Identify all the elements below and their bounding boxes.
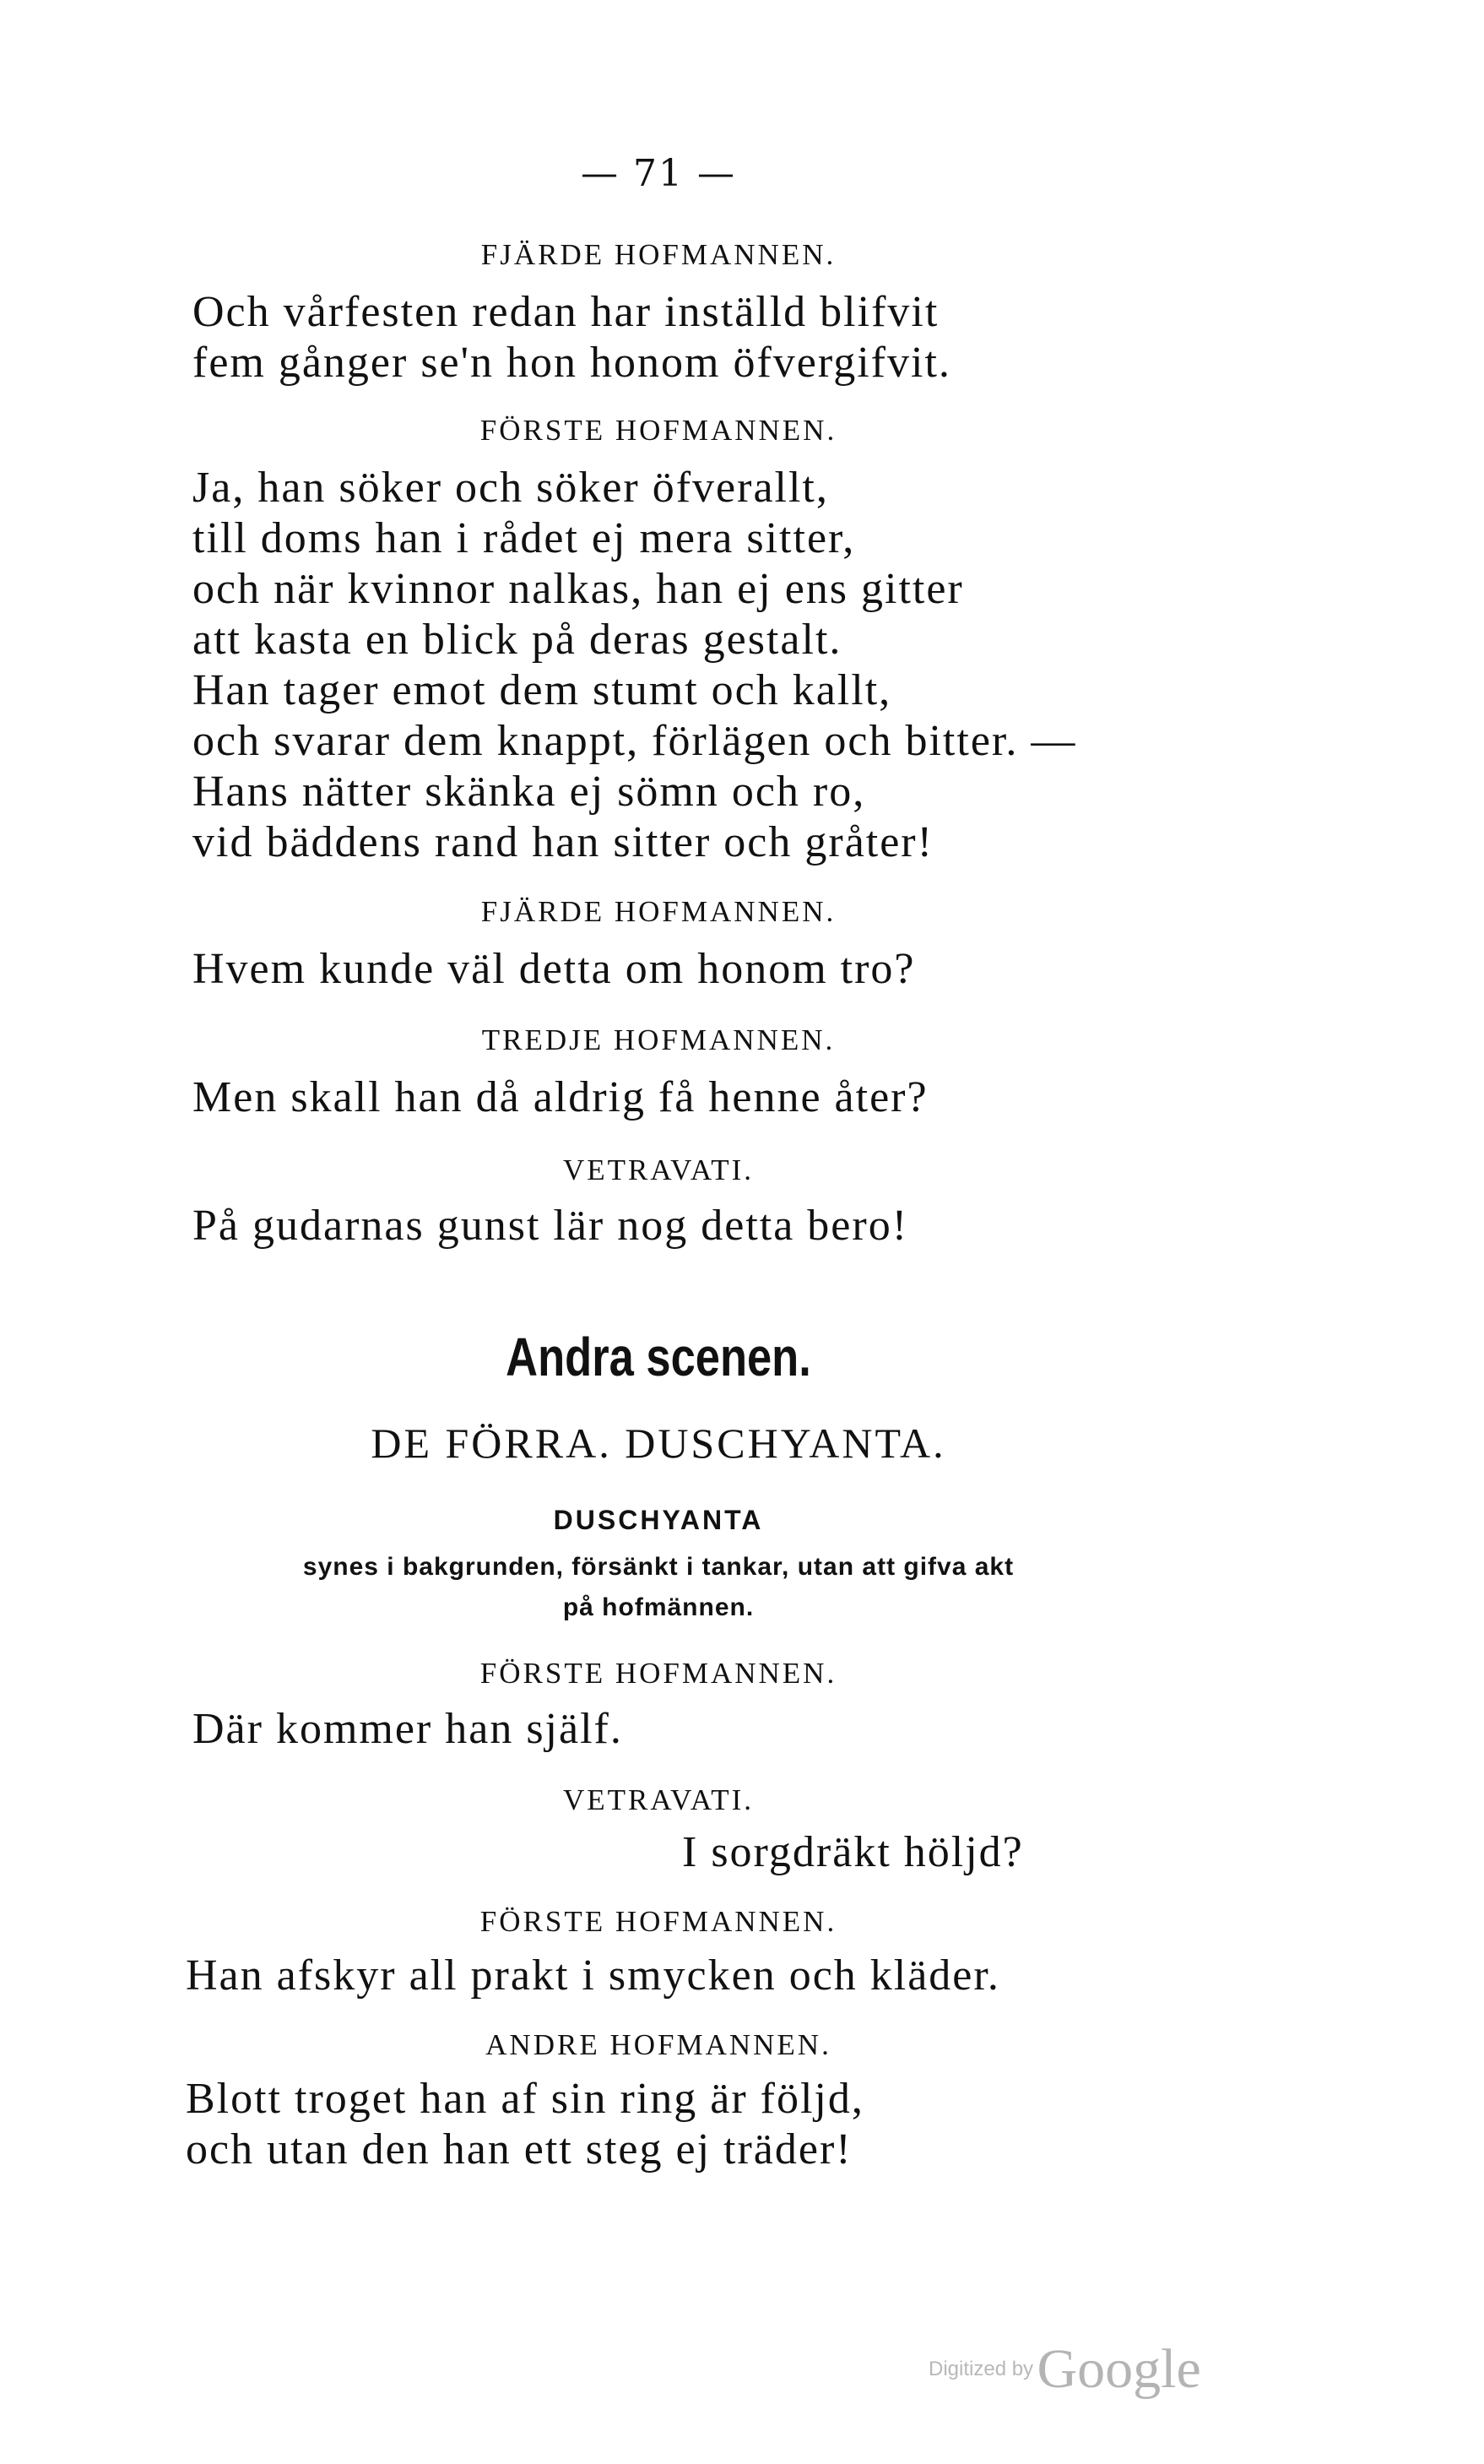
verse-line: Han afskyr all prakt i smycken och kläder. (186, 1951, 1000, 2000)
verse-line: till doms han i rådet ej mera sitter, (192, 514, 856, 562)
verse-line: På gudarnas gunst lär nog detta bero! (192, 1202, 909, 1250)
stage-direction: på hofmännen. (562, 1593, 755, 1621)
verse-line: vid bäddens rand han sitter och gråter! (192, 818, 934, 866)
verse-line: Blott troget han af sin ring är följd, (186, 2075, 864, 2123)
verse-line: Och vårfesten redan har inställd blifvit (192, 288, 940, 336)
scene-title: Andra scenen. (506, 1327, 811, 1387)
verse-line: Ja, han söker och söker öfverallt, (192, 464, 829, 512)
speaker-label: TREDJE HOFMANNEN. (481, 1023, 836, 1056)
verse-line: Han tager emot dem stumt och kallt, (192, 666, 892, 714)
page-number: — 71 — (581, 152, 736, 195)
verse-line: fem gånger se'n hon honom öfvergifvit. (192, 339, 951, 387)
speaker-label: FÖRSTE HOFMANNEN. (479, 414, 837, 447)
verse-line: Där kommer han själf. (192, 1705, 623, 1753)
stage-speaker: DUSCHYANTA (553, 1505, 764, 1535)
verse-line: och när kvinnor nalkas, han ej ens gitter (192, 565, 964, 613)
verse-line: och utan den han ett steg ej träder! (186, 2125, 853, 2174)
watermark-prefix: Digitized by (929, 2358, 1034, 2380)
speaker-label: ANDRE HOFMANNEN. (485, 2028, 831, 2061)
verse-line: I sorgdräkt höljd? (682, 1828, 1024, 1876)
stage-direction: synes i bakgrunden, försänkt i tankar, utan att gifva akt (302, 1553, 1015, 1581)
verse-line: och svarar dem knappt, förlägen och bitter. — (192, 717, 1077, 765)
verse-line: att kasta en blick på deras gestalt. (192, 616, 842, 664)
speaker-label: VETRAVATI. (562, 1153, 755, 1186)
speaker-label: FÖRSTE HOFMANNEN. (479, 1657, 837, 1690)
verse-line: Men skall han då aldrig få henne åter? (192, 1073, 929, 1121)
scene-cast: DE FÖRRA. DUSCHYANTA. (371, 1419, 946, 1467)
speaker-label: VETRAVATI. (562, 1783, 755, 1816)
speaker-label: FJÄRDE HOFMANNEN. (480, 895, 837, 928)
speaker-label: FJÄRDE HOFMANNEN. (480, 238, 837, 271)
verse-line: Hvem kunde väl detta om honom tro? (192, 945, 916, 993)
speaker-label: FÖRSTE HOFMANNEN. (479, 1905, 837, 1938)
google-logo: Google (1037, 2338, 1201, 2400)
verse-line: Hans nätter skänka ej sömn och ro, (192, 768, 866, 816)
digitized-watermark (929, 2337, 1201, 2402)
